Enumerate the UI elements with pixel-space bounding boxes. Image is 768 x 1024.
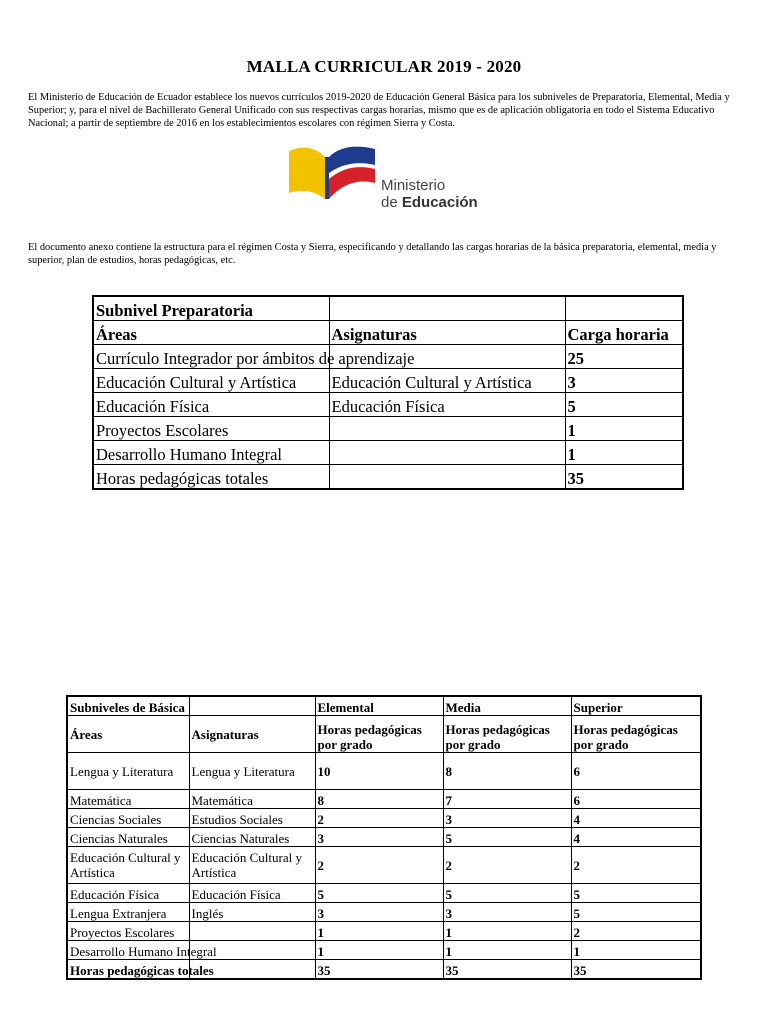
table-cell: Educación Cultural y Artística [93,369,329,393]
header-cell: Superior [571,696,701,716]
table-cell: 35 [565,465,683,490]
table-cell: 1 [571,941,701,960]
table-cell: Educación Cultural y Artística [189,847,315,884]
table-cell: 1 [315,922,443,941]
table-cell [189,922,315,941]
table-cell: Educación Cultural y Artística [329,369,565,393]
table-cell: Desarrollo Humano Integral [67,941,189,960]
preparatoria-table [92,295,684,490]
table-cell: 2 [315,847,443,884]
table-cell: 3 [315,828,443,847]
table-cell: 7 [443,790,571,809]
table-cell [329,441,565,465]
table-row [67,960,701,980]
table-row [93,345,683,369]
header-cell: Asignaturas [329,321,565,345]
table-row [93,369,683,393]
table-row [93,465,683,490]
logo-text-ministerio: Ministerio [381,177,446,194]
table-row [67,828,701,847]
table-row [93,296,683,321]
document-title: MALLA CURRICULAR 2019 - 2020 [246,57,522,76]
table-cell: 35 [571,960,701,980]
table-cell: Ciencias Naturales [189,828,315,847]
table-cell [329,417,565,441]
table-cell: 2 [571,847,701,884]
table-cell: 2 [443,847,571,884]
table-cell: 4 [571,809,701,828]
table-cell: 6 [571,790,701,809]
table-cell: 2 [315,809,443,828]
table-cell: 8 [315,790,443,809]
table-cell: Educación Física [189,884,315,903]
table-cell: 1 [443,941,571,960]
table-cell: 3 [315,903,443,922]
table-header-row [67,716,701,753]
logo-book-icon [285,143,381,217]
table-cell: 3 [443,903,571,922]
table-row [93,417,683,441]
table-cell: 3 [443,809,571,828]
table-cell: 35 [315,960,443,980]
table-cell: 5 [571,903,701,922]
table-cell: Educación Física [329,393,565,417]
table-title-cell: Subnivel Preparatoria [93,296,329,321]
table-cell: 35 [443,960,571,980]
intro-paragraph: El Ministerio de Educación de Ecuador establece los nuevos currículos 2019-2020 de Educación General Básica para los subniveles de Preparatoria, Elemental, Media y Superior; y, para el nivel de Bachillerato General Unificado con sus respectivas cargas horarias, mismo que es de aplicación obligatoria en todo el Sistema Educativo Nacional; a partir de septiembre de 2016 en los establecimientos escolares con régimen Sierra y Costa. [28,92,730,129]
table-cell: 4 [571,828,701,847]
header-cell: Horas pedagógicas por grado [315,716,443,753]
table-cell: 5 [443,884,571,903]
table-row [67,941,701,960]
table-cell: 5 [443,828,571,847]
header-cell: Áreas [67,716,189,753]
header-cell: Subniveles de Básica [67,696,189,716]
table-row [67,922,701,941]
table-row [67,884,701,903]
header-cell: Carga horaria [565,321,683,345]
header-cell: Áreas [93,321,329,345]
table-cell: Proyectos Escolares [93,417,329,441]
table-cell: Estudios Sociales [189,809,315,828]
table-row [93,441,683,465]
table-cell: 5 [565,393,683,417]
table-row [67,847,701,884]
table-cell: Horas pedagógicas totales [93,465,329,490]
table-cell: Educación Física [93,393,329,417]
table-cell: Educación Cultural y Artística [67,847,189,884]
table-cell: Desarrollo Humano Integral [93,441,329,465]
table-header-row [67,696,701,716]
header-cell: Horas pedagógicas por grado [443,716,571,753]
table-cell: 2 [571,922,701,941]
table-cell: 1 [443,922,571,941]
table-row [67,809,701,828]
table-row [67,903,701,922]
table-cell: Lengua Extranjera [67,903,189,922]
table-cell: 25 [565,345,683,369]
subniveles-basica-table [66,695,702,980]
annex-paragraph: El documento anexo contiene la estructura para el régimen Costa y Sierra, especificando y detallando las cargas horarias de la básica preparatoria, elemental, media y superior, plan de estudios, horas pedagógicas, etc. [28,242,717,266]
table-cell: 1 [315,941,443,960]
table-cell: 5 [571,884,701,903]
table-cell: Matemática [189,790,315,809]
table-cell: Lengua y Literatura [67,753,189,790]
logo-text-educacion: de Educación [381,194,478,211]
header-cell: Elemental [315,696,443,716]
table-cell: 8 [443,753,571,790]
table-cell: Matemática [67,790,189,809]
table-cell: Educación Física [67,884,189,903]
header-cell: Horas pedagógicas por grado [571,716,701,753]
table-cell: 5 [315,884,443,903]
table-cell: 3 [565,369,683,393]
table-row [93,393,683,417]
table-cell: Ciencias Sociales [67,809,189,828]
table-cell: 1 [565,417,683,441]
table-cell: 10 [315,753,443,790]
table-cell: 6 [571,753,701,790]
table-cell: Currículo Integrador por ámbitos de aprendizaje [93,345,329,369]
table-cell: Lengua y Literatura [189,753,315,790]
table-cell: 1 [565,441,683,465]
table-header-row [93,321,683,345]
table-cell: Inglés [189,903,315,922]
header-cell [189,696,315,716]
header-cell: Asignaturas [189,716,315,753]
table-cell: Horas pedagógicas totales [67,960,189,980]
table-row [67,753,701,790]
ministerio-logo [285,143,505,217]
header-cell: Media [443,696,571,716]
table-row [67,790,701,809]
table-cell [329,465,565,490]
table-cell: Ciencias Naturales [67,828,189,847]
table-cell: Proyectos Escolares [67,922,189,941]
